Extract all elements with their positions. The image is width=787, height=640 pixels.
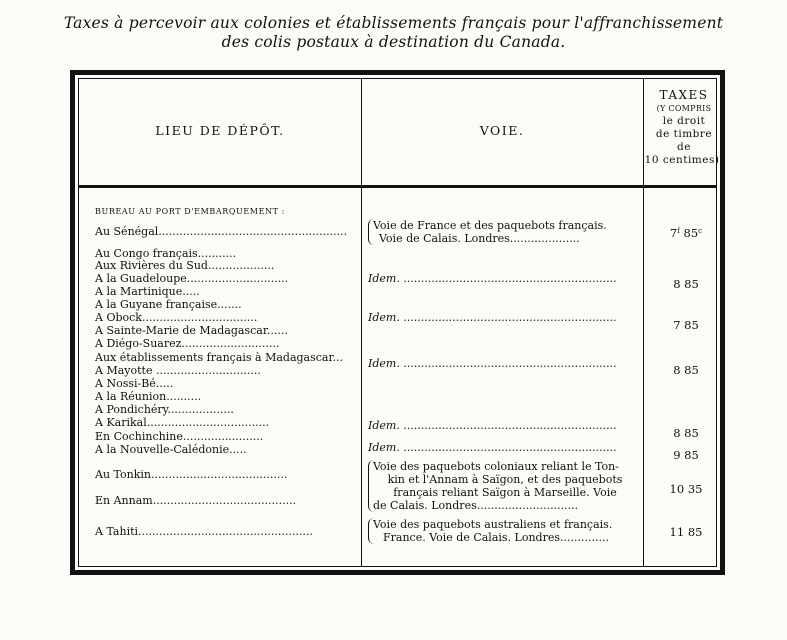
- title-line-1: Taxes à percevoir aux colonies et établissements français pour l'affranchissement: [63, 14, 724, 32]
- voie-idem: Idem. .............................................................: [368, 419, 617, 432]
- voie-idem: Idem. .............................................................: [368, 311, 617, 324]
- tax-unit-centime: c: [698, 227, 703, 235]
- header-taxes-sub1: (Y COMPRIS: [656, 104, 712, 113]
- voie-line: kin et l'Annam à Saïgon, et des paquebots: [387, 473, 623, 486]
- tax-value: 11 85: [669, 525, 703, 539]
- tax-value: 7 85: [673, 318, 699, 332]
- voie-entry: [368, 311, 632, 324]
- voie-idem: Idem. .............................................................: [368, 441, 617, 454]
- tax-value: [661, 225, 711, 240]
- lieu-row: A la Nouvelle-Calédonie.....: [95, 443, 247, 456]
- document-title: [0, 14, 787, 52]
- voie-entry: [368, 518, 637, 544]
- title-line-2: des colis postaux à destination du Canada.: [221, 33, 566, 51]
- voie-entry: [368, 441, 632, 454]
- voie-line: Voie des paquebots australiens et français.: [373, 518, 613, 531]
- lieu-row: En Annam.........................................: [95, 494, 297, 507]
- lieu-row: A Diégo-Suarez............................: [95, 337, 280, 350]
- bureau-label: BUREAU AU PORT D'EMBARQUEMENT :: [95, 207, 285, 216]
- column-divider-1: [361, 79, 362, 566]
- lieu-row: A la Réunion..........: [95, 390, 202, 403]
- tax-value: 8 85: [673, 426, 699, 440]
- voie-entry: [368, 460, 637, 512]
- lieu-row: A Tahiti..................................................: [95, 525, 313, 538]
- lieu-row: Aux Rivières du Sud...................: [95, 259, 275, 272]
- voie-line: Voie des paquebots coloniaux reliant le Ton-: [373, 460, 619, 473]
- table-frame: [70, 70, 725, 575]
- voie-line: Voie de France et des paquebots français.: [373, 219, 607, 232]
- header-taxes-sub2: le droit: [662, 115, 706, 127]
- header-rule: [79, 185, 716, 188]
- header-voie: VOIE.: [479, 123, 525, 138]
- header-lieu: LIEU DE DÉPÔT.: [155, 123, 285, 138]
- lieu-row: A Sainte-Marie de Madagascar......: [95, 324, 288, 337]
- voie-idem: Idem. .............................................................: [368, 272, 617, 285]
- tax-centimes: 85: [683, 226, 699, 240]
- header-taxes-sub4: de: [677, 141, 691, 153]
- voie-entry: [368, 419, 632, 432]
- voie-line: de Calais. Londres.............................: [373, 499, 579, 512]
- lieu-row: En Cochinchine.......................: [95, 430, 264, 443]
- voie-line: France. Voie de Calais. Londres..............: [383, 531, 609, 544]
- tax-value: 8 85: [673, 363, 699, 377]
- lieu-row: A Obock.................................: [95, 311, 258, 324]
- voie-line: français reliant Saïgon à Marseille. Voie: [393, 486, 617, 499]
- header-taxes-sub5: 10 centimes).: [644, 154, 724, 166]
- header-taxes-sub3: de timbre: [655, 128, 713, 140]
- tax-unit-franc: f: [677, 227, 680, 235]
- voie-entry: [368, 219, 637, 245]
- lieu-row: A la Martinique.....: [95, 285, 200, 298]
- voie-entry: [368, 272, 632, 285]
- lieu-row: A Mayotte ..............................: [95, 364, 261, 377]
- lieu-row: A Pondichéry...................: [95, 403, 234, 416]
- header-taxes: [643, 89, 725, 167]
- tax-value: 10 35: [669, 482, 703, 496]
- lieu-row: A la Guadeloupe.............................: [95, 272, 289, 285]
- voie-entry: [368, 357, 632, 370]
- tax-value: 9 85: [673, 448, 699, 462]
- lieu-row: A la Guyane française.......: [95, 298, 242, 311]
- tax-value: 8 85: [673, 277, 699, 291]
- lieu-row: A Karikal...................................: [95, 416, 270, 429]
- lieu-row: Au Sénégal......................................................: [95, 225, 348, 238]
- voie-line: Voie de Calais. Londres....................: [379, 232, 580, 245]
- table: [78, 78, 724, 567]
- lieu-row: Aux établissements français à Madagascar...: [95, 351, 344, 364]
- lieu-row: Au Tonkin.......................................: [95, 468, 288, 481]
- lieu-row: A Nossi-Bé.....: [95, 377, 174, 390]
- lieu-row: Au Congo français...........: [95, 247, 237, 260]
- voie-idem: Idem. .............................................................: [368, 357, 617, 370]
- header-taxes-title: TAXES: [659, 88, 709, 102]
- tax-francs: 7: [669, 226, 678, 240]
